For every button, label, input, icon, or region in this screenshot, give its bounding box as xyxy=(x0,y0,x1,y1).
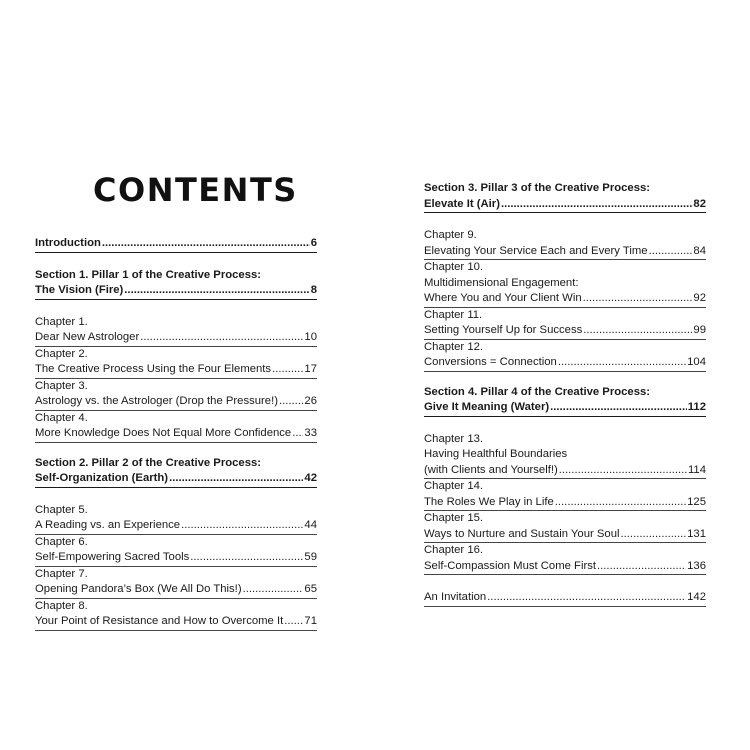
chapter-title: Conversions = Connection xyxy=(424,356,557,368)
toc-chapter-8[interactable] xyxy=(35,599,317,631)
section-heading: Section 4. Pillar 4 of the Creative Process: xyxy=(424,385,651,398)
page-number: 99 xyxy=(693,324,706,336)
toc-chapter-5[interactable] xyxy=(35,503,317,535)
chapter-title: Opening Pandora’s Box (We All Do This!) xyxy=(35,583,242,595)
chapter-title-line1: Having Healthful Boundaries xyxy=(424,448,568,460)
chapter-label: Chapter 13. xyxy=(424,432,484,445)
chapter-title: The Roles We Play in Life xyxy=(424,495,554,508)
toc-section-3[interactable] xyxy=(424,181,706,213)
page-number: 82 xyxy=(693,197,706,210)
page-number: 71 xyxy=(304,615,317,627)
section-title: Self-Organization (Earth) xyxy=(35,472,169,484)
chapter-label: Chapter 11. xyxy=(424,308,483,321)
page-title: CONTENTS xyxy=(93,171,298,209)
toc-chapter-15[interactable] xyxy=(424,511,706,543)
toc-section-4[interactable] xyxy=(424,385,706,417)
chapter-label: Chapter 2. xyxy=(35,347,88,360)
chapter-title: (with Clients and Yourself!) xyxy=(424,463,558,476)
toc-chapter-16[interactable] xyxy=(424,543,706,575)
chapter-label: Chapter 15. xyxy=(424,512,484,524)
chapter-label: Chapter 6. xyxy=(35,535,88,548)
chapter-label: Chapter 5. xyxy=(35,503,88,516)
toc-entry-invitation[interactable] xyxy=(424,590,706,607)
chapter-title: Self-Compassion Must Come First xyxy=(424,559,597,572)
page-number: 8 xyxy=(310,284,317,296)
toc-chapter-2[interactable] xyxy=(35,347,317,379)
toc-right-column xyxy=(424,181,706,607)
page-number: 33 xyxy=(304,427,317,439)
toc-chapter-9[interactable] xyxy=(424,228,706,260)
page-number: 42 xyxy=(304,472,317,484)
chapter-title: More Knowledge Does Not Equal More Confidence xyxy=(35,427,292,439)
toc-chapter-10[interactable] xyxy=(424,260,706,308)
section-title: The Vision (Fire) xyxy=(35,284,124,296)
page-number: 112 xyxy=(687,401,706,413)
chapter-title: Self-Empowering Sacred Tools xyxy=(35,551,190,563)
chapter-label: Chapter 14. xyxy=(424,480,484,492)
page-number: 84 xyxy=(693,244,706,257)
toc-chapter-11[interactable] xyxy=(424,308,706,340)
chapter-label: Chapter 1. xyxy=(35,315,88,328)
toc-section-2[interactable] xyxy=(35,456,317,488)
page-number: 59 xyxy=(304,551,317,563)
section-heading: Section 3. Pillar 3 of the Creative Process: xyxy=(424,182,651,194)
chapter-title: Where You and Your Client Win xyxy=(424,292,582,304)
toc-chapter-7[interactable] xyxy=(35,567,317,599)
section-heading: Section 1. Pillar 1 of the Creative Process: xyxy=(35,268,262,281)
section-title: Elevate It (Air) xyxy=(424,197,500,210)
toc-section-1[interactable] xyxy=(35,268,317,300)
chapter-title: A Reading vs. an Experience xyxy=(35,519,181,531)
page-number: 136 xyxy=(687,559,706,572)
toc-chapter-13[interactable] xyxy=(424,432,706,480)
chapter-title: Elevating Your Service Each and Every Time xyxy=(424,244,648,257)
page-number: 104 xyxy=(687,356,706,368)
toc-entry-introduction[interactable] xyxy=(35,236,317,253)
page-number: 131 xyxy=(687,527,706,540)
chapter-label: Chapter 8. xyxy=(35,599,88,612)
page-number: 44 xyxy=(304,519,317,531)
chapter-title-line1: Multidimensional Engagement: xyxy=(424,276,579,289)
chapter-title: Astrology vs. the Astrologer (Drop the Pressure!) xyxy=(35,395,278,407)
entry-title: Introduction xyxy=(35,237,101,249)
section-title: Give It Meaning (Water) xyxy=(424,401,550,413)
entry-title: An Invitation xyxy=(424,591,487,603)
page-number: 10 xyxy=(304,331,317,343)
section-heading: Section 2. Pillar 2 of the Creative Process: xyxy=(35,456,262,469)
chapter-label: Chapter 12. xyxy=(424,340,484,353)
toc-chapter-3[interactable] xyxy=(35,379,317,411)
page-number: 114 xyxy=(687,463,706,476)
chapter-label: Chapter 4. xyxy=(35,411,88,424)
chapter-title: Setting Yourself Up for Success xyxy=(424,324,583,336)
toc-chapter-12[interactable] xyxy=(424,340,706,372)
chapter-title: The Creative Process Using the Four Elements xyxy=(35,363,272,375)
chapter-title: Dear New Astrologer xyxy=(35,331,140,343)
page-number: 125 xyxy=(687,495,706,508)
toc-chapter-6[interactable] xyxy=(35,535,317,567)
chapter-title: Your Point of Resistance and How to Overcome It xyxy=(35,615,284,627)
chapter-label: Chapter 10. xyxy=(424,261,484,273)
chapter-label: Chapter 9. xyxy=(424,229,477,241)
toc-chapter-14[interactable] xyxy=(424,479,706,511)
chapter-label: Chapter 7. xyxy=(35,567,88,580)
toc-chapter-1[interactable] xyxy=(35,315,317,347)
chapter-label: Chapter 16. xyxy=(424,544,484,556)
page-number: 26 xyxy=(304,395,317,407)
chapter-label: Chapter 3. xyxy=(35,379,88,392)
chapter-title: Ways to Nurture and Sustain Your Soul xyxy=(424,527,620,540)
page-number: 17 xyxy=(304,363,317,375)
page-number: 6 xyxy=(310,237,317,249)
page-number: 65 xyxy=(304,583,317,595)
toc-chapter-4[interactable] xyxy=(35,411,317,443)
toc-left-column xyxy=(35,170,317,631)
page-number: 92 xyxy=(693,292,706,304)
page-number: 142 xyxy=(687,591,706,603)
